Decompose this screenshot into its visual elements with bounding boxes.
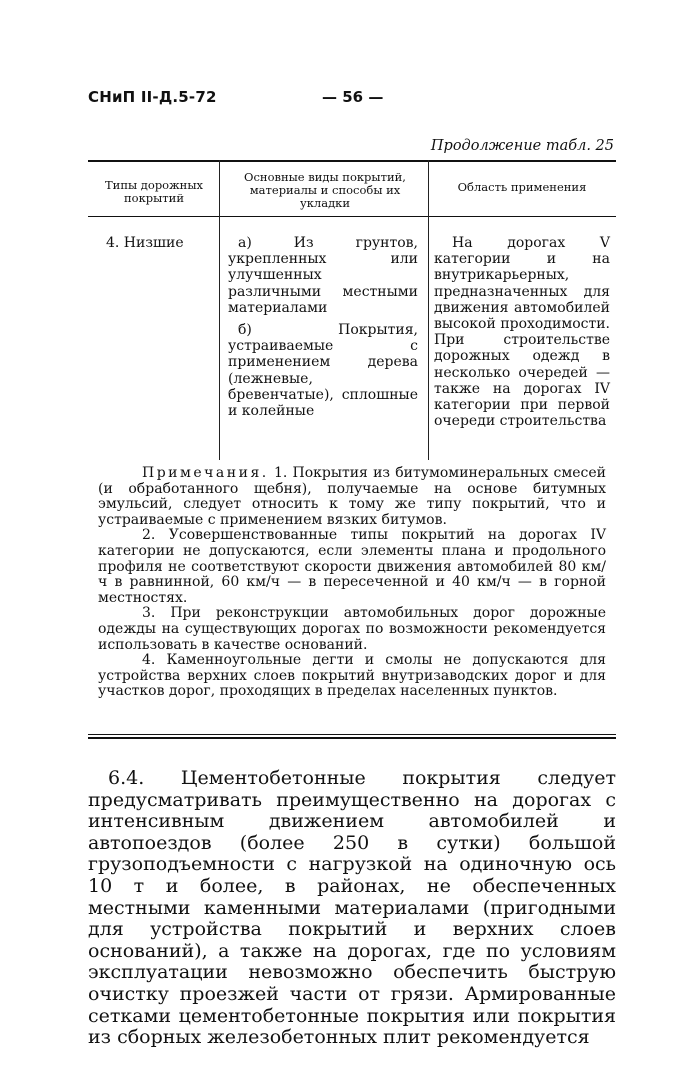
cell-area: На дорогах V категории и на внутрикарьерных, предназначенных для движения автомобилей высокой проходимости. При строительстве дорожных одежд в несколько очередей — также на дорогах IV категории при первой очереди строительства — [434, 235, 610, 430]
cell-type: 4. Низшие — [106, 235, 184, 251]
document-code: СНиП II-Д.5-72 — [88, 88, 217, 106]
table-notes — [88, 466, 616, 700]
table-bottom-rule-2 — [88, 737, 616, 739]
page-header — [88, 88, 616, 112]
table-continuation-label: Продолжение табл. 25 — [430, 138, 614, 154]
header-bottom-rule — [88, 216, 616, 217]
column-header-types: Типы дорожных покрытий — [105, 178, 203, 205]
kind-a: а) Из грунтов, укрепленных или улучшенных различными местными материалами — [228, 235, 418, 316]
column-divider-2 — [428, 160, 429, 460]
note-3: 3. При реконструкции автомобильных дорог дорожные одежды на существующих дорогах по возможности рекомендуется использовать в качестве оснований. — [98, 605, 606, 653]
note-4: 4. Каменноугольные дегти и смолы не допускаются для устройства верхних слоев покрытий внутризаводских дорог и для участков дорог, проходящих в пределах населенных пунктов. — [98, 652, 606, 700]
note-1-text: 1. Покрытия из битумоминеральных смесей (и обработанного щебня), получаемые на основе битумных эмульсий, следует относить к тому же типу покрытий, что и устраиваемые с применением вязких битумов. — [98, 465, 607, 528]
notes-label: Примечания. — [142, 465, 269, 481]
kind-b: б) Покрытия, устраиваемые с применением дерева (лежневые, бревенчатые), сплошные и колейные — [228, 322, 418, 420]
paragraph-6-4: 6.4. Цементобетонные покрытия следует предусматривать преимущественно на дорогах с интенсивным движением автомобилей и автопоездов (более 250 в сутки) большой грузоподъемности с нагрузкой на одиночную ось 10 т и более, в районах, не обеспеченных местными каменными материалами (пригодными для устройства покрытий и верхних слоев оснований), а также на дорогах, где по условиям эксплуатации невозможно обеспечить быструю очистку проезжей части от грязи. Армированные сетками цементобетонные покрытия или покрытия из сборных железобетонных плит рекомендуется — [88, 767, 616, 1049]
table-bottom-rule-1 — [88, 734, 616, 735]
cell-kinds — [228, 235, 418, 419]
note-1 — [88, 466, 616, 528]
column-header-kinds: Основные виды покрытий, материалы и способы их укладки — [244, 170, 406, 210]
note-2: 2. Усовершенствованные типы покрытий на дорогах IV категории не допускаются, если элементы плана и продольного профиля не соответствуют скорости движения автомобилей 80 км/ч в равнинной, 60 км/ч — в пересеченной и 40 км/ч — в горной местностях. — [98, 527, 606, 606]
column-divider-1 — [219, 160, 220, 460]
column-header-area: Область применения — [457, 180, 587, 194]
section-6-4 — [88, 768, 616, 1049]
page-number: — 56 — — [322, 88, 384, 106]
table-top-rule — [88, 160, 616, 162]
